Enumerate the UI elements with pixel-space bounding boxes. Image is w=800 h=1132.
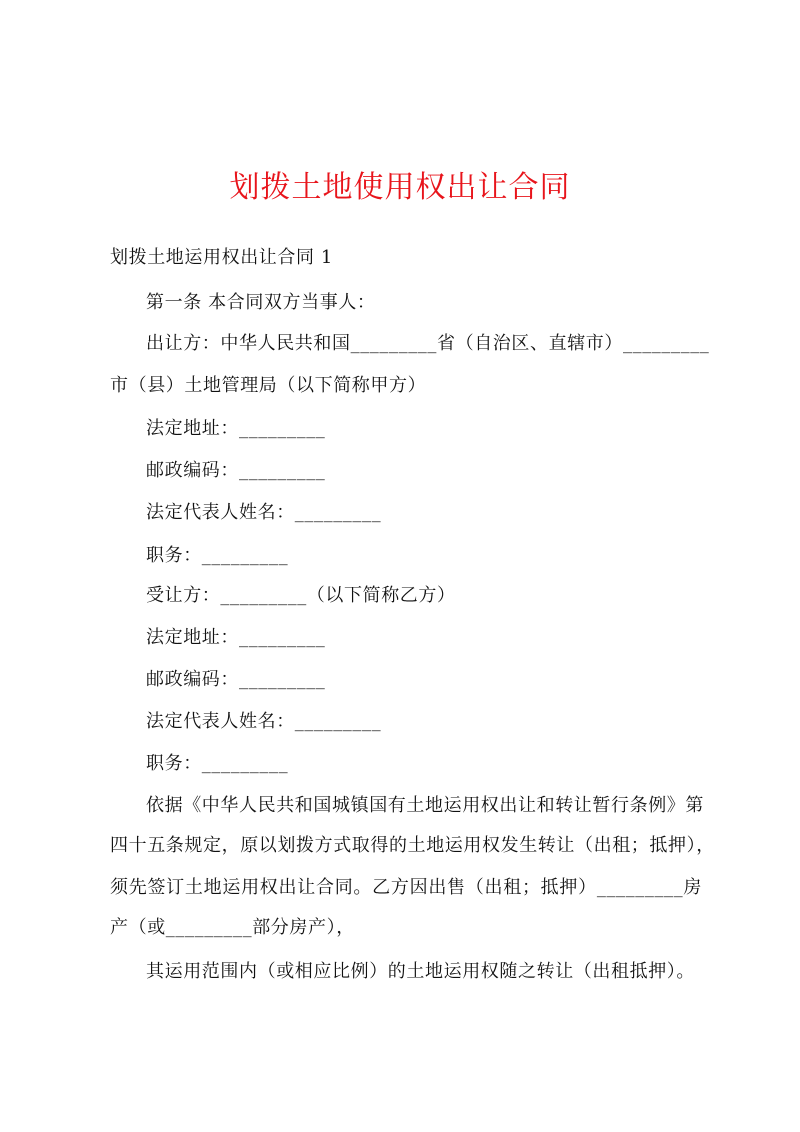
paragraph-basis-line-2: 四十五条规定，原以划拨方式取得的土地运用权发生转让（出租；抵押）， [110,835,715,856]
party-b-legal-address: 法定地址：_________ [146,627,326,648]
party-a-position: 职务：_________ [146,545,289,566]
party-b-representative-name: 法定代表人姓名：_________ [146,711,382,732]
transferor-line: 出让方：中华人民共和国_________省（自治区、直辖市）_________ [146,333,710,354]
paragraph-basis-line-1: 依据《中华人民共和国城镇国有土地运用权出让和转让暂行条例》第 [146,795,704,816]
transferee-line: 受让方：_________（以下简称乙方） [146,585,456,606]
paragraph-basis-line-4: 产（或_________部分房产）， [110,917,355,938]
document-title: 划拨土地使用权出让合同 [229,170,571,205]
transferor-line-continued: 市（县）土地管理局（以下简称甲方） [110,375,427,396]
party-b-position: 职务：_________ [146,753,289,774]
contract-subtitle: 划拨土地运用权出让合同 1 [110,247,333,268]
paragraph-scope-line: 其运用范围内（或相应比例）的土地运用权随之转让（出租抵押）。 [146,961,695,982]
party-a-representative-name: 法定代表人姓名：_________ [146,502,382,523]
party-a-postal-code: 邮政编码：_________ [146,460,326,481]
article-one-heading: 第一条 本合同双方当事人： [146,292,376,313]
party-a-legal-address: 法定地址：_________ [146,418,326,439]
paragraph-basis-line-3: 须先签订土地运用权出让合同。乙方因出售（出租；抵押）_________房 [110,877,702,898]
party-b-postal-code: 邮政编码：_________ [146,669,326,690]
